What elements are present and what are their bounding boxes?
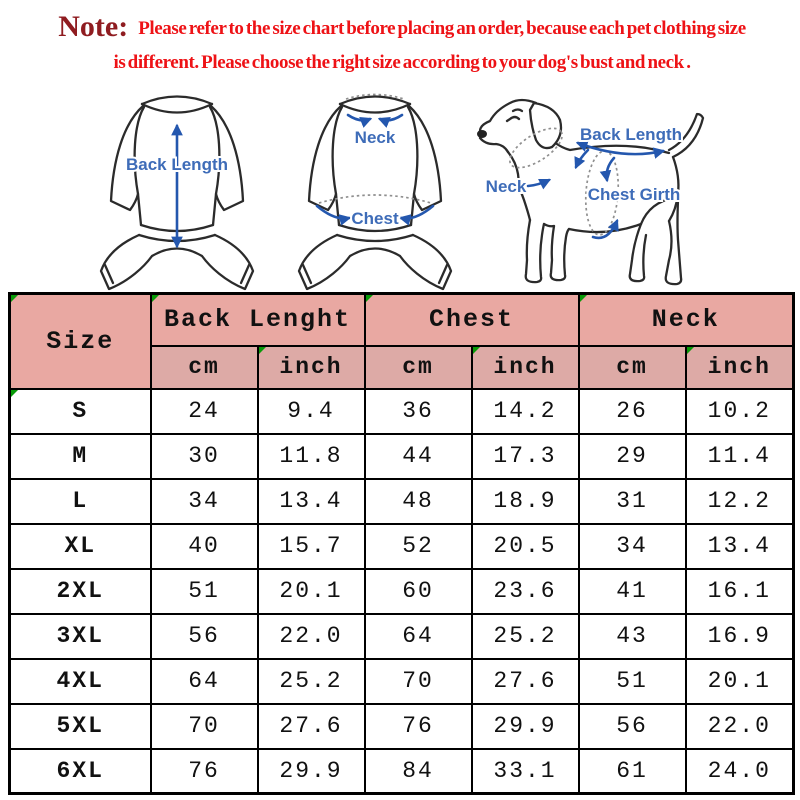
value-cell: 44 [365,434,472,479]
value-cell: 48 [365,479,472,524]
size-table [8,292,795,795]
neck-label: Neck [354,128,396,147]
table-row [10,434,794,479]
value-cell: 29 [579,434,686,479]
value-cell: 84 [365,749,472,794]
value-cell: 76 [365,704,472,749]
value-cell: 10.2 [686,389,794,434]
table-row [10,704,794,749]
group-header-chest: Chest [365,294,579,346]
front-view-diagram [290,90,460,292]
unit-header-inch: inch [472,346,579,389]
value-cell: 9.4 [258,389,365,434]
value-cell: 33.1 [472,749,579,794]
value-cell: 24.0 [686,749,794,794]
chest-label: Chest [351,209,399,228]
value-cell: 15.7 [258,524,365,569]
neck-arrow [528,180,549,186]
note-label: Note: [58,10,129,43]
value-cell: 16.9 [686,614,794,659]
value-cell: 64 [151,659,258,704]
value-cell: 14.2 [472,389,579,434]
size-cell: 4XL [10,659,151,704]
unit-header-cm: cm [365,346,472,389]
group-header-neck: Neck [579,294,794,346]
table-row [10,389,794,434]
table-row [10,569,794,614]
table-row [10,479,794,524]
value-cell: 56 [579,704,686,749]
measurement-diagrams [0,88,800,292]
value-cell: 16.1 [686,569,794,614]
value-cell: 31 [579,479,686,524]
note-section [0,0,800,88]
value-cell: 12.2 [686,479,794,524]
value-cell: 27.6 [258,704,365,749]
note-text-line2: is different. Please choose the right size according to your dog's bust and neck . [113,52,691,73]
value-cell: 51 [579,659,686,704]
group-header-back-lenght: Back Lenght [151,294,365,346]
dog-side-diagram [466,90,711,292]
back-view-diagram [92,90,262,292]
value-cell: 41 [579,569,686,614]
neck-label: Neck [485,177,527,196]
unit-header-inch: inch [258,346,365,389]
value-cell: 17.3 [472,434,579,479]
value-cell: 64 [365,614,472,659]
chest-girth-top-arrow [607,158,614,180]
back-length-label: Back Length [125,155,229,174]
value-cell: 29.9 [472,704,579,749]
value-cell: 22.0 [686,704,794,749]
value-cell: 11.4 [686,434,794,479]
value-cell: 60 [365,569,472,614]
value-cell: 23.6 [472,569,579,614]
value-cell: 26 [579,389,686,434]
value-cell: 20.1 [686,659,794,704]
size-cell: S [10,389,151,434]
value-cell: 24 [151,389,258,434]
value-cell: 13.4 [686,524,794,569]
back-length-label: Back Length [579,125,683,144]
table-row [10,659,794,704]
value-cell: 61 [579,749,686,794]
size-cell: 6XL [10,749,151,794]
size-cell: 5XL [10,704,151,749]
value-cell: 29.9 [258,749,365,794]
value-cell: 52 [365,524,472,569]
chest-girth-label: Chest Girth [587,185,681,204]
value-cell: 76 [151,749,258,794]
value-cell: 43 [579,614,686,659]
chest-girth-bottom-arrow [593,221,617,238]
value-cell: 70 [365,659,472,704]
value-cell: 20.5 [472,524,579,569]
garment-outline [299,97,451,290]
value-cell: 25.2 [258,659,365,704]
value-cell: 70 [151,704,258,749]
header-row-groups [10,294,794,346]
value-cell: 34 [579,524,686,569]
value-cell: 27.6 [472,659,579,704]
value-cell: 34 [151,479,258,524]
unit-header-inch: inch [686,346,794,389]
size-cell: L [10,479,151,524]
value-cell: 56 [151,614,258,659]
value-cell: 30 [151,434,258,479]
unit-header-cm: cm [579,346,686,389]
value-cell: 18.9 [472,479,579,524]
value-cell: 40 [151,524,258,569]
value-cell: 51 [151,569,258,614]
table-row [10,524,794,569]
neck-arrows [348,115,402,120]
value-cell: 11.8 [258,434,365,479]
value-cell: 22.0 [258,614,365,659]
note-text-line1: Please refer to the size chart before placing an order, because each pet clothing size [138,18,746,39]
size-cell: XL [10,524,151,569]
size-cell: 3XL [10,614,151,659]
unit-header-cm: cm [151,346,258,389]
shoulder-arrow [576,150,588,167]
value-cell: 13.4 [258,479,365,524]
value-cell: 25.2 [472,614,579,659]
table-row [10,614,794,659]
size-cell: 2XL [10,569,151,614]
size-header: Size [10,294,151,389]
size-cell: M [10,434,151,479]
value-cell: 20.1 [258,569,365,614]
table-row [10,749,794,794]
value-cell: 36 [365,389,472,434]
